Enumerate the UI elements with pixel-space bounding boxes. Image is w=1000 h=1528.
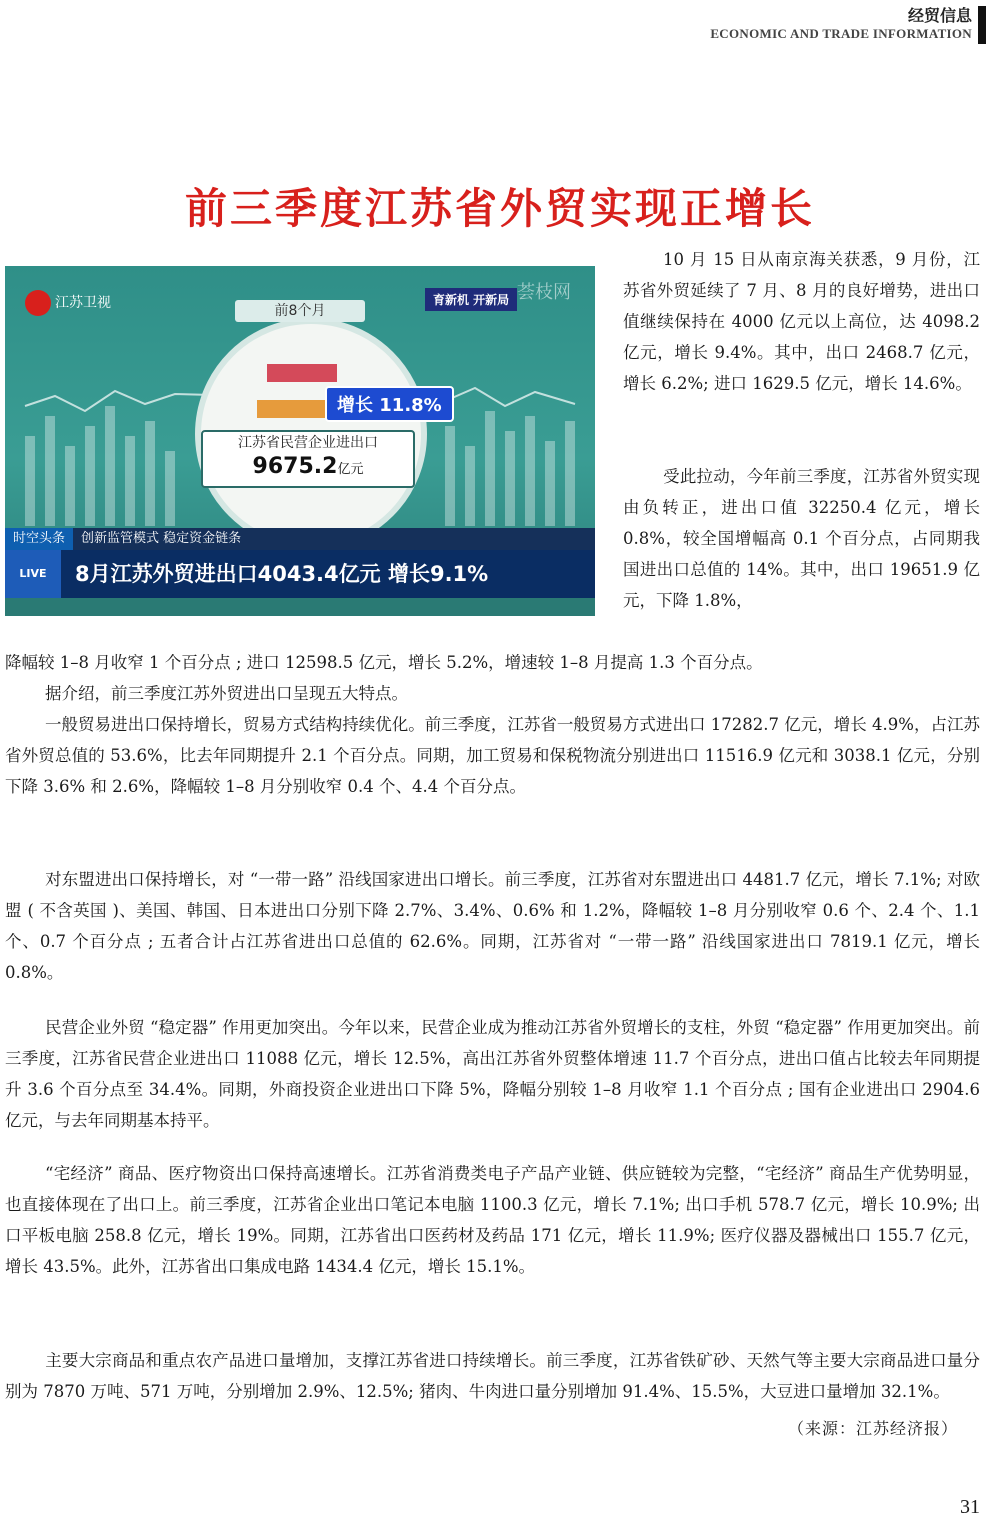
article-title: 前三季度江苏省外贸实现正增长 xyxy=(184,184,815,233)
header-cn: 经贸信息 xyxy=(907,6,972,25)
paragraph-3: 据介绍，前三季度江苏外贸进出口呈现五大特点。 xyxy=(45,684,408,703)
value-amount: 9675.2 xyxy=(252,454,338,479)
import-arrow-icon xyxy=(257,400,327,418)
ticker-base xyxy=(5,598,595,616)
paragraph-5: 对东盟进出口保持增长，对 “一带一路” 沿线国家进出口增长。前三季度，江苏省对东盟进出口 4481.7 亿元，增长 7.1%; 对欧盟 ( 不含英国 )、美国、韩国、日本进出口分别下降 2.7%、3.4%、0.6% 和 1.2%，降幅较 1–8 月分别收窄 0.6 个、2.4 个、1.1 个、0.7 个百分点 ; 五者合计占江苏省进出口总值的 62.6%。同期，江苏省对 “一带一路” 沿线国家进出口 7819.1 亿元，增长 0.8%。 xyxy=(5,870,980,982)
value-box xyxy=(201,430,415,488)
header-en: ECONOMIC AND TRADE INFORMATION xyxy=(710,26,972,41)
value-unit: 亿元 xyxy=(337,462,364,477)
paragraph-4: 一般贸易进出口保持增长，贸易方式结构持续优化。前三季度，江苏省一般贸易方式进出口 17282.7 亿元，增长 4.9%，占江苏省外贸总值的 53.6%，比去年同期提升 2.1 个百分点。同期，加工贸易和保税物流分别进出口 11516.9 亿元和 3038.1 亿元，分别下降 3.6% 和 2.6%，降幅较 1–8 月分别收窄 0.4 个、4.4 个百分点。 xyxy=(5,715,980,796)
page-number: 31 xyxy=(960,1496,980,1518)
channel-logo-icon xyxy=(25,290,51,316)
growth-badge: 增长 11.8% xyxy=(325,386,454,422)
ticker-tag: 时空头条 xyxy=(5,528,73,550)
paragraph-2-cont: 降幅较 1–8 月收窄 1 个百分点 ; 进口 12598.5 亿元，增长 5.2%，增速较 1–8 月提高 1.3 个百分点。 xyxy=(5,653,763,672)
live-icon: LIVE xyxy=(5,550,61,598)
ticker-main-text: 8月江苏外贸进出口4043.4亿元 增长9.1% xyxy=(75,562,489,586)
value-label: 江苏省民营企业进出口 xyxy=(238,435,378,451)
watermark: 荟枝网 xyxy=(517,282,571,303)
value-number xyxy=(203,454,413,483)
period-label: 前8个月 xyxy=(235,300,365,322)
ticker-top xyxy=(5,528,595,550)
source-note: （来源：江苏经济报） xyxy=(787,1419,958,1438)
header-bar xyxy=(978,6,986,44)
paragraph-2: 受此拉动，今年前三季度，江苏省外贸实现由负转正，进出口值 32250.4 亿元，增长 0.8%，较全国增幅高 0.1 个百分点，占同期我国进出口总值的 14%。其中，出口 19651.9 亿元，下降 1.8%， xyxy=(623,467,980,610)
export-arrow-icon xyxy=(267,364,337,382)
channel-name: 江苏卫视 xyxy=(55,295,111,311)
news-screenshot xyxy=(5,266,595,616)
channel-logo xyxy=(25,290,111,316)
paragraph-6: 民营企业外贸 “稳定器” 作用更加突出。今年以来，民营企业成为推动江苏省外贸增长的支柱，外贸 “稳定器” 作用更加突出。前三季度，江苏省民营企业进出口 11088 亿元，增长 12.5%，高出江苏省外贸整体增速 11.7 个百分点，进出口值占比较去年同期提升 3.6 个百分点至 34.4%。同期，外商投资企业进出口下降 5%，降幅分别较 1–8 月收窄 1.1 个百分点 ; 国有企业进出口 2904.6 亿元，与去年同期基本持平。 xyxy=(5,1018,980,1130)
ticker-main xyxy=(5,550,595,598)
corner-tag: 育新机 开新局 xyxy=(425,288,517,311)
paragraph-7: “宅经济” 商品、医疗物资出口保持高速增长。江苏省消费类电子产品产业链、供应链较为完整，“宅经济” 商品生产优势明显，也直接体现在了出口上。前三季度，江苏省企业出口笔记本电脑 1100.3 亿元，增长 7.1%; 出口手机 578.7 亿元，增长 10.9%; 出口平板电脑 258.8 亿元，增长 19%。同期，江苏省出口医药材及药品 171 亿元，增长 11.9%; 医疗仪器及器械出口 155.7 亿元，增长 43.5%。此外，江苏省出口集成电路 1434.4 亿元，增长 15.1%。 xyxy=(5,1164,980,1276)
ticker-top-text: 创新监管模式 稳定资金链条 xyxy=(81,531,242,546)
running-header xyxy=(710,6,972,42)
paragraph-8: 主要大宗商品和重点农产品进口量增加，支撑江苏省进口持续增长。前三季度，江苏省铁矿砂、天然气等主要大宗商品进口量分别为 7870 万吨、571 万吨，分别增加 2.9%、12.5%; 猪肉、牛肉进口量分别增加 91.4%、15.5%，大豆进口量增加 32.1%。 xyxy=(5,1351,980,1401)
paragraph-1: 10 月 15 日从南京海关获悉，9 月份，江苏省外贸延续了 7 月、8 月的良好增势，进出口值继续保持在 4000 亿元以上高位，达 4098.2 亿元，增长 9.4%。其中，出口 2468.7 亿元，增长 6.2%; 进口 1629.5 亿元，增长 14.6%。 xyxy=(623,250,980,393)
